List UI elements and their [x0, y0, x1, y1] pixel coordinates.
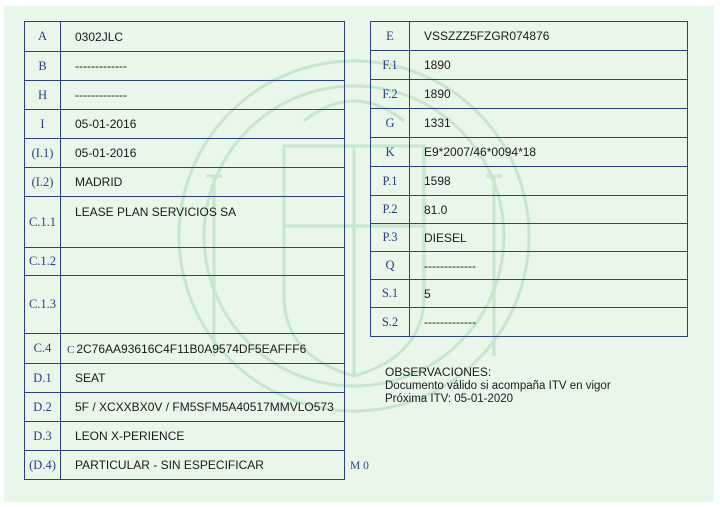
field-row-p3	[371, 224, 688, 252]
field-row-s1	[371, 280, 688, 308]
field-code-p1: P.1	[371, 167, 410, 196]
field-row-c4	[25, 334, 345, 364]
field-row-d1	[25, 364, 345, 393]
observations-block	[385, 366, 611, 406]
field-code-i: I	[25, 110, 61, 139]
field-row-c12	[25, 248, 345, 276]
field-code-f1: F.1	[371, 51, 410, 80]
field-value-c4	[61, 334, 345, 364]
field-row-i2	[25, 168, 345, 197]
field-code-d4: (D.4)	[25, 451, 61, 480]
observations-heading: OBSERVACIONES:	[385, 365, 492, 379]
field-row-d2	[25, 393, 345, 422]
field-value-g: 1331	[410, 109, 688, 138]
field-code-s1: S.1	[371, 280, 410, 308]
field-code-d2: D.2	[25, 393, 61, 422]
field-row-g	[371, 109, 688, 138]
field-value-p1: 1598	[410, 167, 688, 196]
vehicle-registration-card	[4, 6, 714, 502]
field-code-a: A	[25, 22, 61, 52]
field-value-c12	[61, 248, 345, 276]
field-code-i2: (I.2)	[25, 168, 61, 197]
field-value-i2: MADRID	[61, 168, 345, 197]
field-row-e	[371, 22, 688, 51]
field-row-k	[371, 138, 688, 167]
field-value-e: VSSZZZ5FZGR074876	[410, 22, 688, 51]
field-value-d3: LEON X-PERIENCE	[61, 422, 345, 451]
field-value-q: -------------	[410, 252, 688, 280]
field-value-k: E9*2007/46*0094*18	[410, 138, 688, 167]
field-row-c13	[25, 276, 345, 334]
left-data-table	[24, 21, 345, 480]
field-code-q: Q	[371, 252, 410, 280]
field-subcode-c4: C	[67, 343, 75, 356]
field-value-c4-text: 2C76AA93616C4F11B0A9574DF5EAFFF6	[76, 341, 307, 356]
field-row-h	[25, 81, 345, 110]
field-row-a	[25, 22, 345, 52]
field-code-k: K	[371, 138, 410, 167]
field-code-g: G	[371, 109, 410, 138]
field-code-i1: (I.1)	[25, 139, 61, 168]
field-value-a: 0302JLC	[61, 22, 345, 52]
field-value-c11: LEASE PLAN SERVICIOS SA	[61, 197, 345, 248]
field-code-c11: C.1.1	[25, 197, 61, 248]
field-value-p2: 81.0	[410, 196, 688, 224]
right-data-table	[370, 21, 688, 337]
field-value-d4: PARTICULAR - SIN ESPECIFICAR	[61, 451, 345, 480]
field-row-d3	[25, 422, 345, 451]
field-code-c13: C.1.3	[25, 276, 61, 334]
field-code-d3: D.3	[25, 422, 61, 451]
field-value-f1: 1890	[410, 51, 688, 80]
field-code-c4: C.4	[25, 334, 61, 364]
field-value-s1: 5	[410, 280, 688, 308]
field-value-b: -------------	[61, 52, 345, 81]
field-code-s2: S.2	[371, 308, 410, 337]
field-code-p2: P.2	[371, 196, 410, 224]
stamp-mark: M 0	[350, 460, 369, 472]
field-code-h: H	[25, 81, 61, 110]
field-row-f1	[371, 51, 688, 80]
field-code-p3: P.3	[371, 224, 410, 252]
field-value-c13	[61, 276, 345, 334]
field-row-f2	[371, 80, 688, 109]
field-value-s2: -------------	[410, 308, 688, 337]
field-row-q	[371, 252, 688, 280]
observations-line-2: Próxima ITV: 05-01-2020	[385, 393, 514, 405]
field-value-d2: 5F / XCXXBX0V / FM5SFM5A40517MMVLO573	[61, 393, 345, 422]
field-row-i1	[25, 139, 345, 168]
observations-line-1: Documento válido si acompaña ITV en vigor	[385, 380, 611, 392]
field-value-i1: 05-01-2016	[61, 139, 345, 168]
field-row-c11	[25, 197, 345, 248]
field-row-d4	[25, 451, 345, 480]
field-code-c12: C.1.2	[25, 248, 61, 276]
field-row-s2	[371, 308, 688, 337]
field-code-d1: D.1	[25, 364, 61, 393]
field-code-e: E	[371, 22, 410, 51]
field-value-f2: 1890	[410, 80, 688, 109]
field-row-b	[25, 52, 345, 81]
field-row-p2	[371, 196, 688, 224]
field-code-f2: F.2	[371, 80, 410, 109]
field-row-i	[25, 110, 345, 139]
field-row-p1	[371, 167, 688, 196]
field-value-d1: SEAT	[61, 364, 345, 393]
field-value-i: 05-01-2016	[61, 110, 345, 139]
field-value-h: -------------	[61, 81, 345, 110]
field-code-b: B	[25, 52, 61, 81]
field-value-p3: DIESEL	[410, 224, 688, 252]
